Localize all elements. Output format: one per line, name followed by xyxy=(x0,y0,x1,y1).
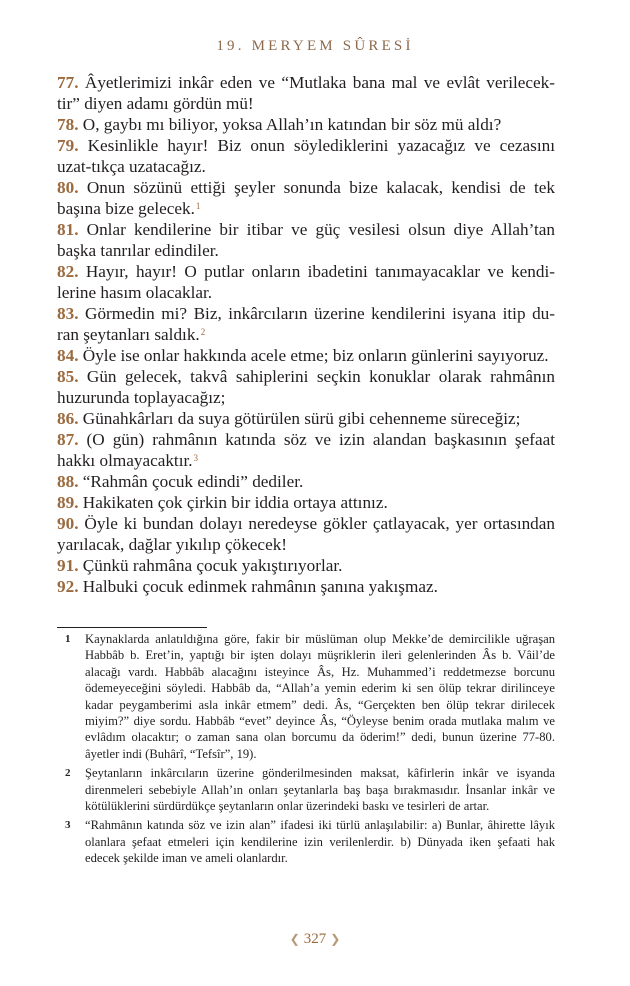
verse-text: Halbuki çocuk edinmek rahmânın şanına yakışmaz. xyxy=(82,577,438,596)
verse-text: Çünkü rahmâna çocuk yakıştırıyorlar. xyxy=(82,556,343,575)
footnote-number: 3 xyxy=(65,819,71,832)
verse-text: Görmedin mi? Biz, inkârcıların üzerine kendilerini isyana itip du-ran şeytanları saldık. xyxy=(57,304,555,344)
verse-list xyxy=(57,72,555,597)
running-header: 19. MERYEM SÛRESİ xyxy=(216,38,414,54)
verse-number: 84. xyxy=(57,346,79,365)
verse xyxy=(57,576,555,597)
verse xyxy=(57,492,555,513)
ornament-left-icon: ❮ xyxy=(289,932,300,946)
verse-number: 79. xyxy=(57,136,79,155)
footnote-number: 1 xyxy=(65,633,71,645)
verse-text: Öyle ise onlar hakkında acele etme; biz onların günlerini sayıyoruz. xyxy=(82,346,549,365)
verse-text: Kesinlikle hayır! Biz onun söylediklerini yazacağız ve cezasını uzat-tıkça uzatacağız. xyxy=(57,136,556,176)
verse xyxy=(57,408,555,429)
verse-number: 92. xyxy=(57,577,79,596)
verse xyxy=(57,114,555,135)
verse xyxy=(57,345,555,366)
footnote-text: Şeytanların inkârcıların üzerine gönderilmesinden maksat, kâfirlerin inkâr ve isyanda direnmeleri sebebiyle Allah’ın onları şeytanlarla baş başa bırakmasıdır. İnsanlar inkâr ve kötülüklerini sürdürdükçe şeytanların onlar üzerindeki baskı ve tesirleri de artar. xyxy=(85,766,555,814)
footnote-text: Kaynaklarda anlatıldığına göre, fakir bir müslüman olup Mekke’de demircilikle uğraşan Habbâb b. Eret’in, yaptığı bir işten dolayı müşriklerin ileri gelenlerinden Âs b. Vâil’de alacağı vardı. Habbâb alacağını isteyince Âs, Hz. Muhammed’i reddetmezse borcunu ödemeyeceğini söyledi. Habbâb da, “Allah’a yemin ederim ki sen ölüp tekrar dirilinceye kadar peygamberimi asla inkâr etmem” dedi. Âs, “Gerçekten ben ölüp tekrar dirilecek miyim?” diye sordu. Habbâb “evet” deyince Âs, “Öyleyse benim orada mutlaka malım ve evlâdım olacaktır; o zaman sana olan borcumu da öderim!” dedi, bunun üzerine 77-80. âyetler indi (Buhârî, “Tefsîr”, 19). xyxy=(85,632,555,761)
verse xyxy=(57,72,555,114)
verse-text: Gün gelecek, takvâ sahiplerini seçkin konuklar olarak rahmânın huzurunda toplayacağız; xyxy=(57,367,555,407)
verse xyxy=(57,261,555,303)
ornament-right-icon: ❯ xyxy=(330,932,341,946)
footnotes xyxy=(57,631,555,870)
verse xyxy=(57,303,555,345)
verse-text: “Rahmân çocuk edindi” dediler. xyxy=(82,472,304,491)
footnote-number: 2 xyxy=(65,767,71,780)
footnote xyxy=(57,631,555,762)
verse xyxy=(57,366,555,408)
verse xyxy=(57,177,555,219)
verse-text: (O gün) rahmânın katında söz ve izin alandan başkasının şefaat hakkı olmayacaktır. xyxy=(57,430,556,470)
verse-text: Hayır, hayır! O putlar onların ibadetini tanımayacaklar ve kendi-lerine hasım olacaklar. xyxy=(57,262,555,302)
footnote xyxy=(57,765,555,814)
verse-number: 90. xyxy=(57,514,79,533)
verse-text: Hakikaten çok çirkin bir iddia ortaya attınız. xyxy=(82,493,388,512)
page-number-text: 327 xyxy=(303,931,327,947)
verse-number: 78. xyxy=(57,115,79,134)
footnote-ref[interactable]: 2 xyxy=(200,327,206,337)
verse-number: 80. xyxy=(57,178,79,197)
footnote-ref[interactable]: 1 xyxy=(195,201,201,211)
verse-text: Âyetlerimizi inkâr eden ve “Mutlaka bana mal ve evlât verilecek-tir” diyen adamı gördün mü! xyxy=(57,73,555,113)
footnote-divider xyxy=(57,627,207,628)
verse-number: 91. xyxy=(57,556,79,575)
verse-text: Onun sözünü ettiği şeyler sonunda bize kalacak, kendisi de tek başına bize gelecek. xyxy=(57,178,555,218)
verse-number: 83. xyxy=(57,304,79,323)
verse-number: 87. xyxy=(57,430,79,449)
verse-text: Onlar kendilerine bir itibar ve güç vesilesi olsun diye Allah’tan başka tanrılar edindiler. xyxy=(57,220,556,260)
page-number xyxy=(0,931,630,948)
footnote-ref[interactable]: 3 xyxy=(193,453,199,463)
verse-text: Günahkârları da suya götürülen sürü gibi cehenneme süreceğiz; xyxy=(82,409,521,428)
verse-number: 81. xyxy=(57,220,79,239)
verse-text: Öyle ki bundan dolayı neredeyse gökler çatlayacak, yer ortasından yarılacak, dağlar yıkılıp çökecek! xyxy=(57,514,555,554)
footnote xyxy=(57,817,555,866)
verse-number: 77. xyxy=(57,73,79,92)
verse-number: 82. xyxy=(57,262,79,281)
verse-number: 86. xyxy=(57,409,79,428)
verse xyxy=(57,219,555,261)
verse-number: 89. xyxy=(57,493,79,512)
verse xyxy=(57,555,555,576)
verse xyxy=(57,471,555,492)
verse-number: 88. xyxy=(57,472,79,491)
verse-number: 85. xyxy=(57,367,79,386)
verse xyxy=(57,135,555,177)
verse-text: O, gaybı mı biliyor, yoksa Allah’ın katından bir söz mü aldı? xyxy=(82,115,502,134)
footnote-text: “Rahmânın katında söz ve izin alan” ifadesi iki türlü anlaşılabilir: a) Bunlar, âhirette lâyık olanlara şefaat etmeleri için kendilerine izin verilenlerdir. b) Dünyada iken şefaati hak edecek şekilde iman ve ameli olanlardır. xyxy=(85,818,555,866)
verse xyxy=(57,429,555,471)
verse xyxy=(57,513,555,555)
